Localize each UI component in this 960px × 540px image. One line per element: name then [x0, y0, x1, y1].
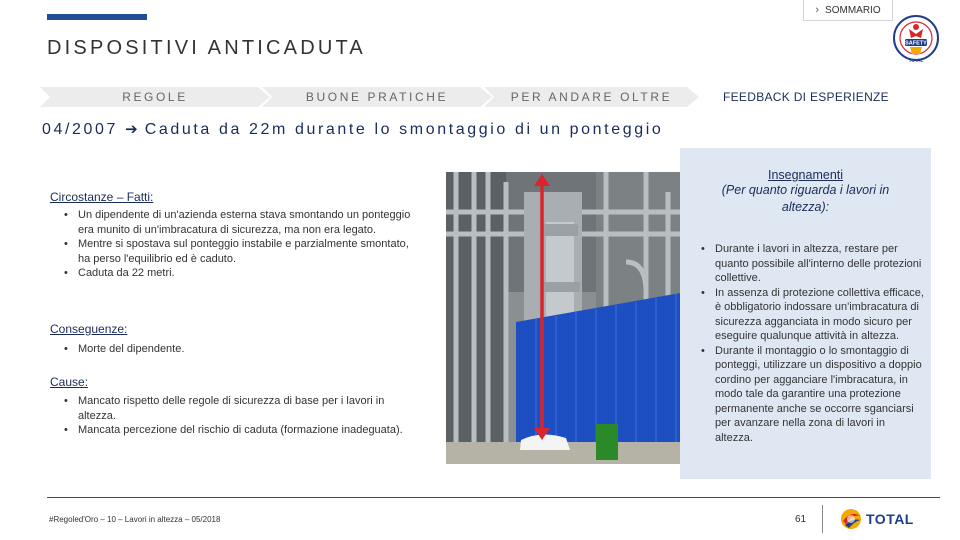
top-accent-bar [47, 14, 147, 20]
list-item: • Morte del dipendente. [78, 342, 420, 357]
conseguenze-list [50, 342, 420, 357]
conseguenze-heading: Conseguenze: [50, 322, 128, 336]
circostanze-section [50, 190, 420, 281]
chevron-right-icon: › [815, 4, 820, 16]
svg-text:TOTAL: TOTAL [908, 58, 924, 63]
tab-label: FEEDBACK DI ESPERIENZE [723, 90, 889, 104]
footer-separator [822, 505, 823, 533]
incident-date: 04/2007 [42, 121, 119, 138]
insegnamenti-list [680, 242, 931, 445]
list-item: • Un dipendente di un'azienda esterna stava smontando un ponteggio era munito di un'imbracatura di sicurezza, ma non era legato. [78, 208, 420, 237]
tab-buone-pratiche[interactable] [262, 87, 492, 107]
insegnamenti-panel [680, 148, 931, 479]
total-logo-text: TOTAL [866, 511, 914, 527]
list-item: • Mentre si spostava sul ponteggio instabile e parzialmente smontato, ha perso l'equilibrio ed è caduto. [78, 237, 420, 266]
scaffolding-accident-photo [446, 172, 686, 464]
tab-regole[interactable] [40, 87, 270, 107]
footer-text: #Regoled'Oro – 10 – Lavori in altezza – 05/2018 [49, 515, 221, 524]
list-item: • Durante i lavori in altezza, restare per quanto possibile all'interno delle protezioni collettive. [715, 242, 925, 286]
cause-section [50, 375, 420, 438]
total-logo-icon [840, 508, 862, 530]
footer-divider [47, 497, 940, 498]
list-item: • Mancata percezione del rischio di caduta (formazione inadeguata). [78, 423, 420, 438]
tab-label: BUONE PRATICHE [305, 90, 449, 104]
sommario-label: SOMMARIO [825, 4, 881, 16]
incident-headline [42, 120, 663, 139]
circostanze-heading: Circostanze – Fatti: [50, 190, 154, 204]
cause-list [50, 394, 420, 438]
tab-feedback-di-esperienze[interactable] [691, 87, 921, 107]
incident-title: Caduta da 22m durante lo smontaggio di un ponteggio [144, 121, 664, 138]
circostanze-list [50, 208, 420, 281]
conseguenze-section [50, 322, 420, 357]
list-item: • In assenza di protezione collettiva efficace, è obbligatorio indossare un'imbracatura di sicurezza agganciata in modo sicuro per eseguire qualunque attività in altezza. [715, 286, 925, 344]
list-item: • Durante il montaggio o lo smontaggio di ponteggi, utilizzare un dispositivo a doppio cordino per agganciare l'imbracatura, in modo tale da garantire una protezione permanente anche se occorre sganciarsi per avanzare nella zona di lavori in altezza. [715, 344, 925, 446]
arrow-right-icon: ➔ [125, 121, 138, 138]
tab-label: REGOLE [122, 90, 188, 104]
cause-heading: Cause: [50, 375, 89, 389]
sommario-link[interactable] [803, 0, 893, 21]
list-item: • Caduta da 22 metri. [78, 266, 420, 281]
section-tabs [40, 87, 940, 107]
page-title: DISPOSITIVI ANTICADUTA [47, 37, 366, 59]
safety-golden-rules-logo [892, 14, 940, 66]
page-number: 61 [795, 514, 807, 525]
insegnamenti-subheading: (Per quanto riguarda i lavori in altezza): [721, 183, 890, 214]
tab-label: PER ANDARE OLTRE [510, 90, 673, 104]
list-item: • Mancato rispetto delle regole di sicurezza di base per i lavori in altezza. [78, 394, 420, 423]
tab-per-andare-oltre[interactable] [484, 87, 699, 107]
total-logo [840, 508, 914, 530]
insegnamenti-heading: Insegnamenti [767, 168, 844, 182]
svg-text:SAFETY: SAFETY [905, 40, 927, 47]
